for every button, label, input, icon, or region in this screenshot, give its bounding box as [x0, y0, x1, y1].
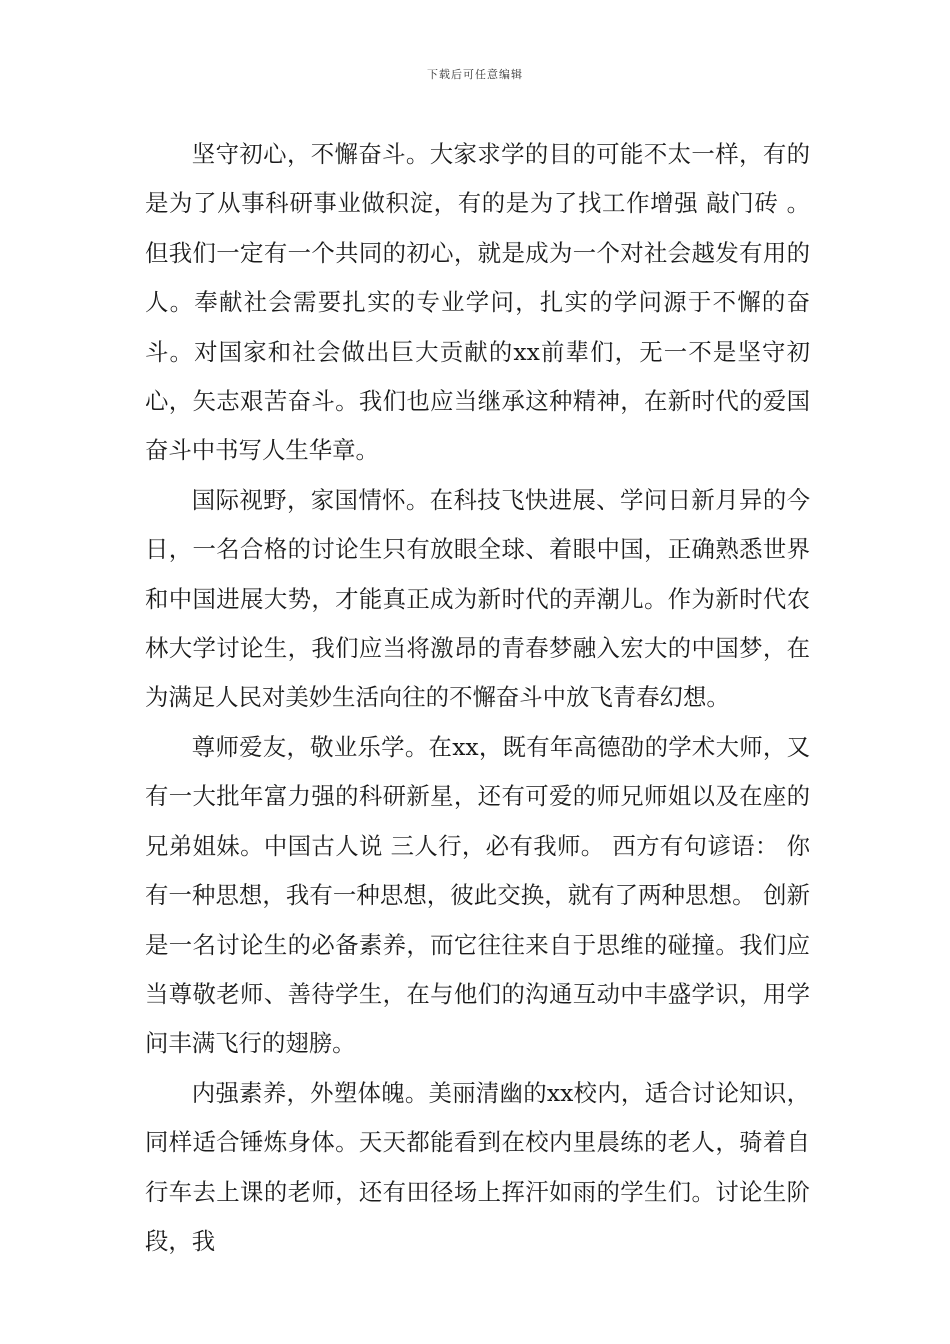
document-body [145, 130, 810, 1266]
paragraph-respect-teachers: 尊师爱友，敬业乐学。在xx，既有年高德劭的学术大师，又有一大批年富力强的科研新星，还有可爱的师兄师姐以及在座的兄弟姐妹。中国古人说 三人行，必有我师。 西方有句谚语： 你有一种思想，我有一种思想，彼此交换，就有了两种思想。 创新是一名讨论生的必备素养，而它往往来自于思维的碰撞。我们应当尊敬老师、善待学生，在与他们的沟通互动中丰盛学识，用学问丰满飞行的翅膀。 [145, 732, 810, 1058]
paragraph-perseverance: 坚守初心，不懈奋斗。大家求学的目的可能不太一样，有的是为了从事科研事业做积淀，有的是为了找工作增强 敲门砖 。但我们一定有一个共同的初心，就是成为一个对社会越发有用的人。奉献社会需要扎实的专业学问，扎实的学问源于不懈的奋斗。对国家和社会做出巨大贡献的xx前辈们，无一不是坚守初心，矢志艰苦奋斗。我们也应当继承这种精神，在新时代的爱国奋斗中书写人生华章。 [145, 140, 810, 465]
paragraph-physical-fitness: 内强素养，外塑体魄。美丽清幽的xx校内，适合讨论知识，同样适合锤炼身体。天天都能看到在校内里晨练的老人，骑着自行车去上课的老师，还有田径场上挥汗如雨的学生们。讨论生阶段，我 [145, 1078, 810, 1255]
page-header-note: 下载后可任意编辑 [427, 68, 523, 81]
paragraph-global-vision: 国际视野，家国情怀。在科技飞快进展、学问日新月异的今日，一名合格的讨论生只有放眼全球、着眼中国，正确熟悉世界和中国进展大势，才能真正成为新时代的弄潮儿。作为新时代农林大学讨论生，我们应当将激昂的青春梦融入宏大的中国梦，在为满足人民对美妙生活向往的不懈奋斗中放飞青春幻想。 [145, 485, 810, 712]
